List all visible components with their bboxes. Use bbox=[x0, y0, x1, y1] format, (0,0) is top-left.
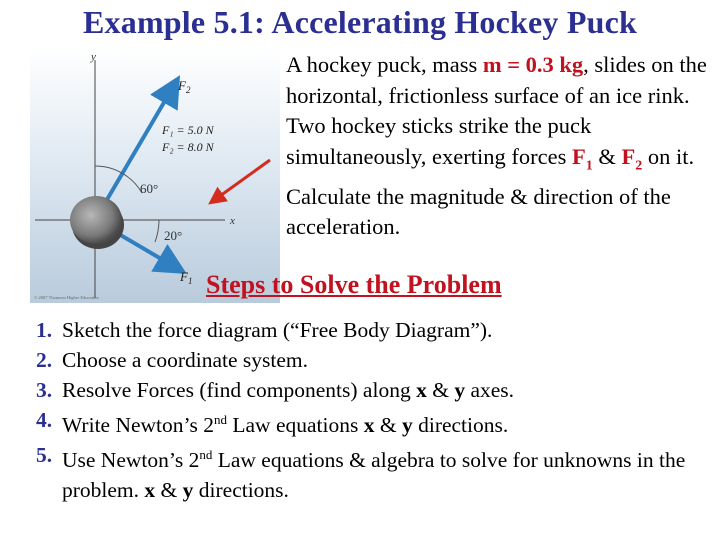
hockey-puck bbox=[70, 196, 122, 244]
problem-text-4: on it. Calculate the magnitude & direction of the acceleration. bbox=[286, 143, 695, 239]
force-f2: $F_2$ bbox=[621, 143, 643, 173]
force-diagram bbox=[30, 48, 280, 303]
problem-text-3: & bbox=[592, 143, 622, 169]
f2-value-label: F₂ = 8.0 N bbox=[162, 140, 214, 154]
step-5: 5. Use Newton’s 2nd Law equations & algebra to solve for unknowns in the problem. x & y directions. bbox=[36, 443, 686, 503]
angle-20-label: 20° bbox=[164, 228, 183, 243]
f1-vector-label: $F_1$ bbox=[180, 269, 193, 286]
problem-text-1: A hockey puck, mass bbox=[286, 52, 483, 77]
y-axis-label: y bbox=[91, 51, 96, 63]
problem-statement bbox=[286, 50, 716, 243]
steps-list bbox=[36, 315, 706, 505]
step-1: 1. Sketch the force diagram (“Free Body Diagram”). bbox=[36, 318, 493, 342]
force-f1: $F_1$ bbox=[571, 143, 593, 173]
problem-text-2: , slides on the horizontal, frictionless surface of an ice rink. Two hockey sticks strike the puck simultaneously, exerting forces bbox=[286, 52, 707, 169]
x-axis-label: x bbox=[230, 215, 235, 227]
f2-vector-label: $F_2$ bbox=[178, 78, 191, 95]
step-4: 4. Write Newton’s 2nd Law equations x & y directions. bbox=[36, 408, 509, 438]
mass-value: m = 0.3 kg bbox=[482, 52, 584, 77]
copyright-note: © 2007 Thomson Higher Education bbox=[34, 295, 99, 300]
diagram-background bbox=[30, 48, 280, 303]
f1-value-label: F₁ = 5.0 N bbox=[162, 123, 214, 137]
angle-60-label: 60° bbox=[140, 181, 159, 196]
step-3: 3. Resolve Forces (find components) along x & y axes. bbox=[36, 378, 515, 402]
steps-heading: Steps to Solve the Problem bbox=[206, 270, 502, 299]
step-2: 2. Choose a coordinate system. bbox=[36, 348, 309, 372]
slide-title: Example 5.1: Accelerating Hockey Puck bbox=[83, 4, 637, 40]
